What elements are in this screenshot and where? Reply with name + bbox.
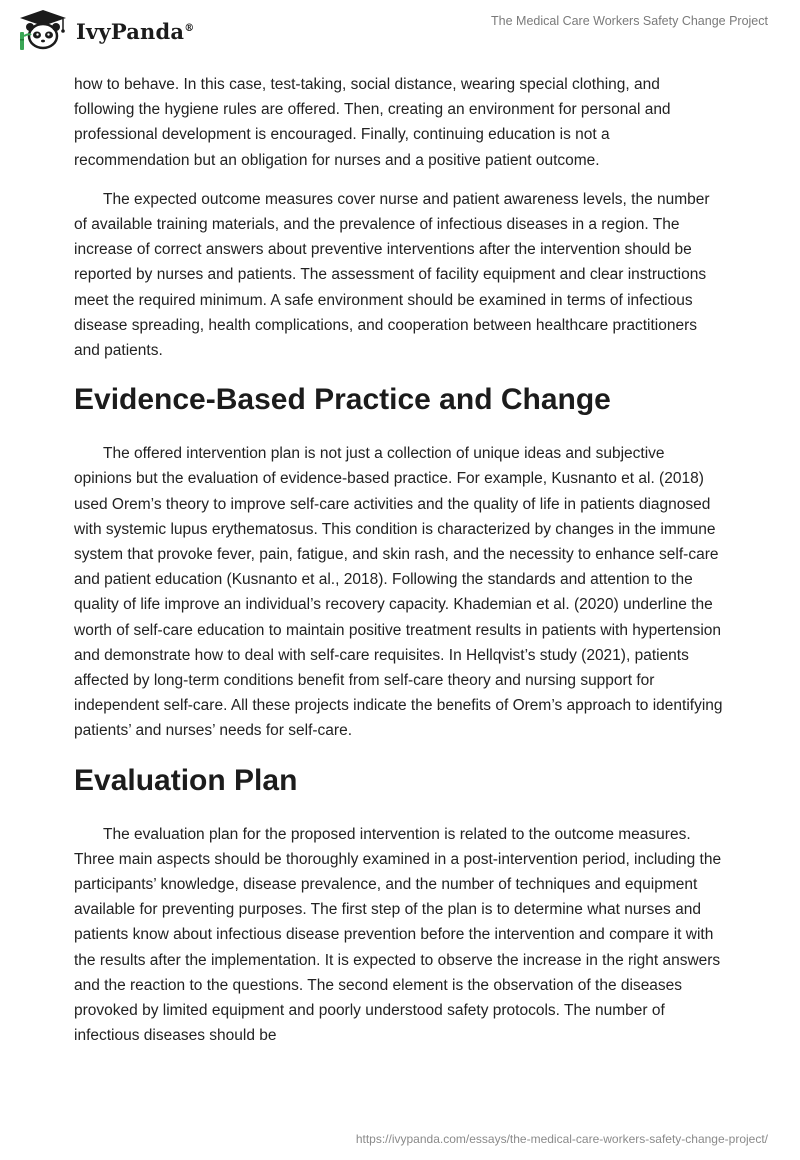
heading-evaluation-plan: Evaluation Plan [74,763,298,797]
paragraph-evidence-based-practice: The offered intervention plan is not just a collection of unique ideas and subjective opinions but the evaluation of evidence-based practice. For example, Kusnanto et al. (2018) used Orem’s theory to improve self-care activities and the quality of life in patients diagnosed with systemic lupus erythematosus. This condition is characterized by changes in the immune system that provoke fever, pain, fatigue, and skin rash, and the necessity to enhance self-care and patient education (Kusnanto et al., 2018). Following the standards and attention to the quality of life improve an individual’s recovery capacity. Khademian et al. (2020) underline the worth of self-care education to maintain positive treatment results in patients with hypertension and demonstrate how to deal with self-care requisites. In Hellqvist’s study (2021), patients affected by long-term conditions benefit from self-care theory and nursing support for independent self-care. All these projects indicate the benefits of Orem’s approach to identifying patients’ and nurses’ needs for self-care. [74,445,723,740]
paragraph-evaluation-plan: The evaluation plan for the proposed intervention is related to the outcome measures. Three main aspects should be thoroughly examined in a post-intervention period, including the participants’ knowledge, disease prevalence, and the number of techniques and equipment available for preventing purposes. The first step of the plan is to determine what nurses and patients know about infectious disease prevention before the intervention and compare it with the results after the implementation. It is expected to observe the increase in the right answers and the reaction to the questions. The second element is the observation of the diseases provoked by limited equipment and poorly understood safety protocols. The number of infectious diseases should be [74,825,722,1045]
ivypanda-logo[interactable] [14,8,194,54]
source-url[interactable]: https://ivypanda.com/essays/the-medical-care-workers-safety-change-project/ [355,1132,768,1146]
heading-evidence-based-practice: Evidence-Based Practice and Change [74,383,611,417]
panda-graduate-icon [14,8,72,54]
paragraph-outcome-measures: The expected outcome measures cover nurse and patient awareness levels, the number of available training materials, and the prevalence of infectious diseases in a region. The increase of correct answers about preventive interventions after the intervention should be reported by nurses and patients. The assessment of facility equipment and clear instructions meet the required minimum. A safe environment should be examined in terms of infectious disease spreading, health complications, and cooperation between healthcare practitioners and patients. [74,190,710,360]
brand-name: IvyPanda® [76,18,195,44]
paragraph-continuation: how to behave. In this case, test-taking, social distance, wearing special clothing, and following the hygiene rules are offered. Then, creating an environment for personal and professional development is encouraged. Finally, continuing education is not a recommendation but an obligation for nurses and a positive patient outcome. [74,76,671,169]
essay-body [74,72,724,1063]
document-title: The Medical Care Workers Safety Change Project [491,14,768,28]
page-header [0,0,800,60]
